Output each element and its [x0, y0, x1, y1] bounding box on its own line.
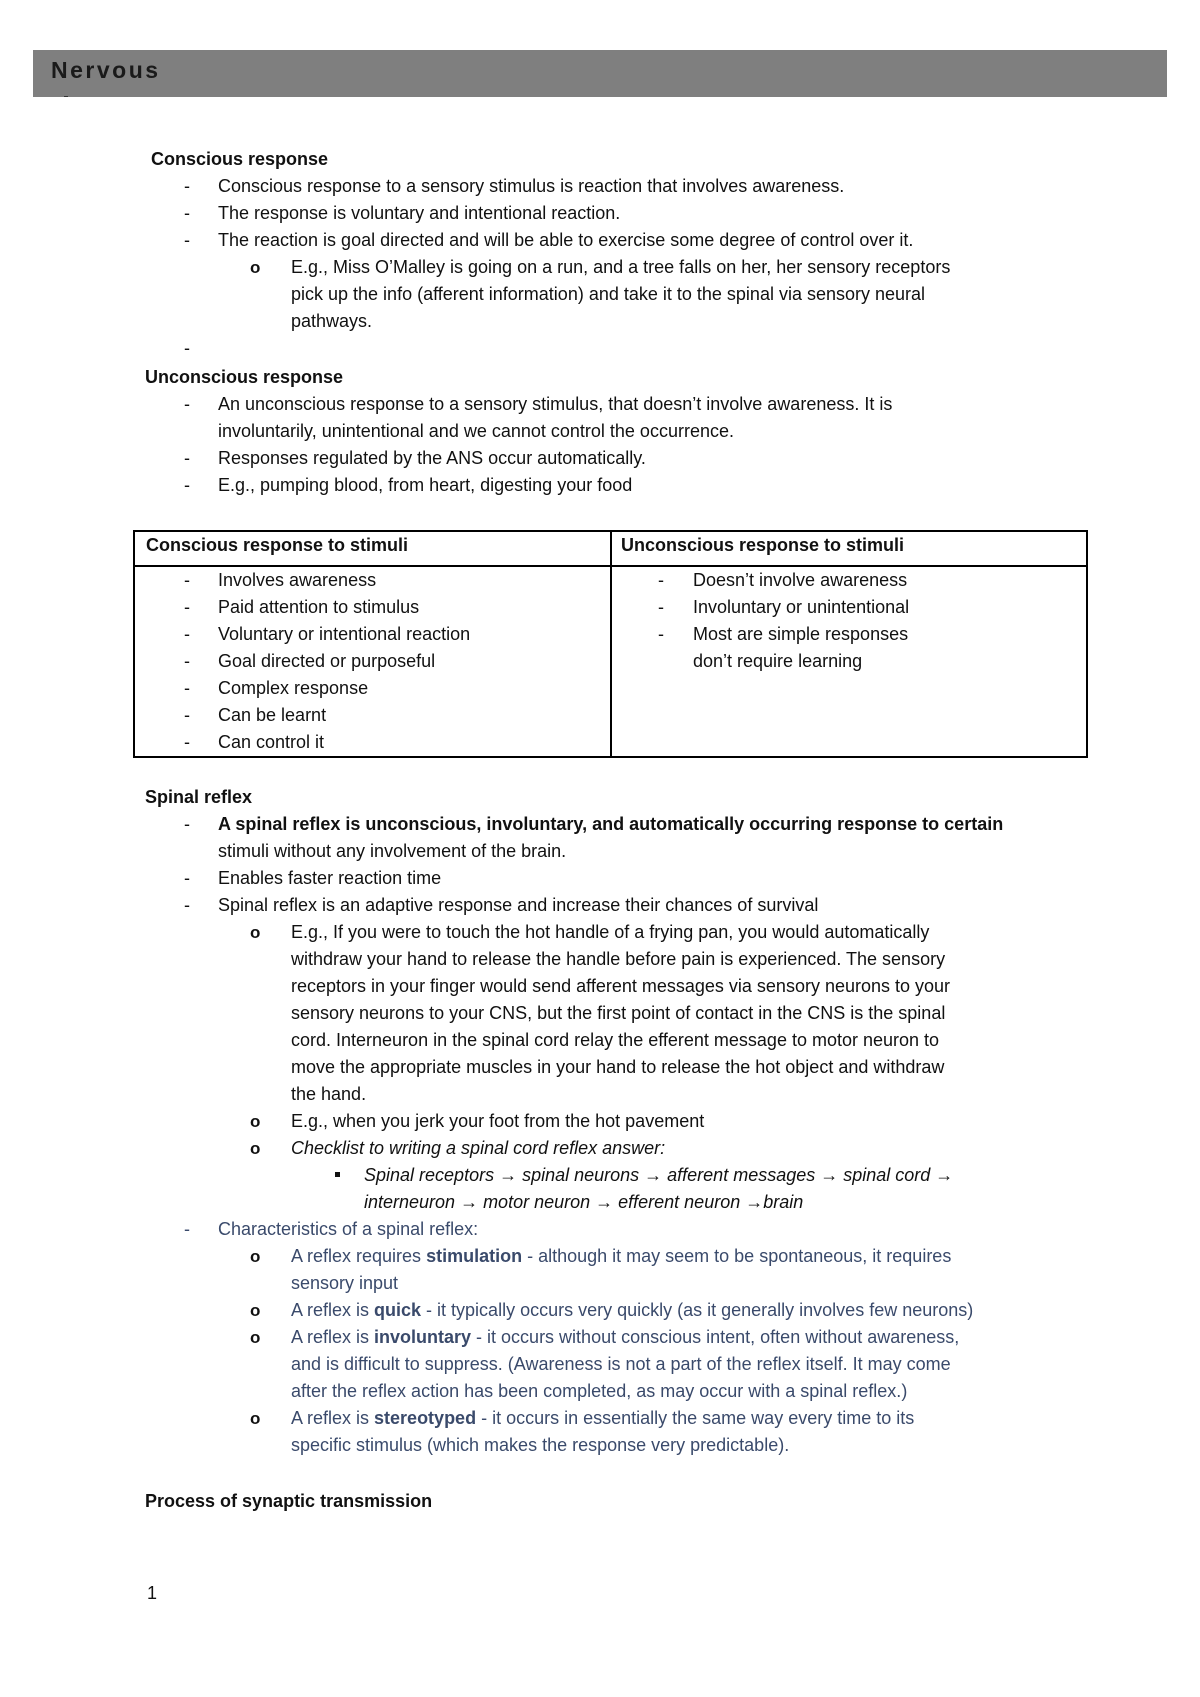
bullet-dash: - — [184, 203, 190, 223]
checklist-title: Checklist to writing a spinal cord reflex answer: — [291, 1138, 666, 1158]
bullet-dash-empty: - — [184, 338, 190, 358]
o-bullet: o — [250, 1409, 261, 1428]
spinal-bullet-adaptive: Spinal reflex is an adaptive response and increase their chances of survival — [218, 895, 819, 915]
spinal-bullet-faster: Enables faster reaction time — [218, 868, 442, 888]
o-bullet: o — [250, 1112, 261, 1131]
spinal-example-1-line: receptors in your finger would send afferent messages via sensory neurons to your — [291, 976, 951, 996]
bullet-dash: - — [184, 176, 190, 196]
spinal-example-1-line: E.g., If you were to touch the hot handle of a frying pan, you would automatically — [291, 922, 930, 942]
bullet-dash: - — [184, 705, 190, 725]
header-title: Nervous — [51, 57, 161, 83]
table-right-item: Involuntary or unintentional — [693, 597, 910, 617]
unconscious-heading: Unconscious response — [145, 367, 344, 387]
conscious-bullet-3: The reaction is goal directed and will be able to exercise some degree of control over it. — [218, 230, 914, 250]
checklist-line-2: interneuron → motor neuron → efferent neuron →brain — [364, 1192, 804, 1212]
bullet-dash: - — [184, 597, 190, 617]
bullet-dash: - — [184, 732, 190, 752]
o-bullet: o — [250, 923, 261, 942]
o-bullet: o — [250, 1139, 261, 1158]
table-left-item: Paid attention to stimulus — [218, 597, 420, 617]
unconscious-bullet-1-line-2: involuntarily, unintentional and we cannot control the occurrence. — [218, 421, 734, 441]
bullet-dash: - — [184, 624, 190, 644]
bullet-dash: - — [184, 678, 190, 698]
header-bar — [33, 50, 1167, 97]
bullet-dash: - — [184, 868, 190, 888]
square-bullet-icon — [335, 1172, 340, 1177]
unconscious-bullet-2: Responses regulated by the ANS occur automatically. — [218, 448, 646, 468]
table-header-unconscious: Unconscious response to stimuli — [621, 535, 905, 555]
o-bullet: o — [250, 1301, 261, 1320]
o-bullet: o — [250, 1328, 261, 1347]
spinal-example-1-line: cord. Interneuron in the spinal cord relay the efferent message to motor neuron to — [291, 1030, 940, 1050]
table-right-item-continuation: don’t require learning — [693, 651, 863, 671]
bullet-dash: - — [658, 597, 664, 617]
spinal-example-2: E.g., when you jerk your foot from the hot pavement — [291, 1111, 705, 1131]
table-right-item: Most are simple responses — [693, 624, 909, 644]
unconscious-bullet-3: E.g., pumping blood, from heart, digesting your food — [218, 475, 633, 495]
characteristics-title: Characteristics of a spinal reflex: — [218, 1219, 479, 1239]
o-bullet: o — [250, 258, 261, 277]
characteristic-involuntary: A reflex is involuntary - it occurs without conscious intent, often without awareness, — [291, 1327, 960, 1347]
conscious-bullet-2: The response is voluntary and intentional reaction. — [218, 203, 621, 223]
synaptic-heading: Process of synaptic transmission — [145, 1491, 433, 1511]
table-left-item: Can control it — [218, 732, 325, 752]
unconscious-bullet-1-line-1: An unconscious response to a sensory stimulus, that doesn’t involve awareness. It is — [218, 394, 893, 414]
characteristic-stereotyped: A reflex is stereotyped - it occurs in essentially the same way every time to its — [291, 1408, 915, 1428]
spinal-example-1-line: the hand. — [291, 1084, 367, 1104]
table-left-item: Goal directed or purposeful — [218, 651, 436, 671]
characteristic-quick: A reflex is quick - it typically occurs very quickly (as it generally involves few neurons) — [291, 1300, 974, 1320]
bullet-dash: - — [184, 651, 190, 671]
bullet-dash: - — [184, 895, 190, 915]
conscious-example-line-3: pathways. — [291, 311, 373, 331]
bullet-dash: - — [184, 475, 190, 495]
characteristic-stereotyped-cont: specific stimulus (which makes the response very predictable). — [291, 1435, 790, 1455]
bullet-dash: - — [184, 394, 190, 414]
spinal-definition-line-2: stimuli without any involvement of the brain. — [218, 841, 567, 861]
spinal-heading: Spinal reflex — [145, 787, 253, 807]
bullet-dash: - — [184, 1219, 190, 1239]
bullet-dash: - — [184, 570, 190, 590]
bullet-dash: - — [184, 814, 190, 834]
table-left-item: Involves awareness — [218, 570, 377, 590]
characteristic-involuntary-cont-1: and is difficult to suppress. (Awareness is not a part of the reflex itself. It may come — [291, 1354, 951, 1374]
bullet-dash: - — [184, 448, 190, 468]
spinal-example-1-line: move the appropriate muscles in your hand to release the hot object and withdraw — [291, 1057, 945, 1077]
checklist-line-1: Spinal receptors → spinal neurons → afferent messages → spinal cord → — [364, 1165, 954, 1185]
table-left-item: Complex response — [218, 678, 369, 698]
conscious-bullet-1: Conscious response to a sensory stimulus is reaction that involves awareness. — [218, 176, 845, 196]
table-left-item: Can be learnt — [218, 705, 327, 725]
page-number: 1 — [147, 1583, 158, 1603]
conscious-example-line-1: E.g., Miss O’Malley is going on a run, and a tree falls on her, her sensory receptors — [291, 257, 951, 277]
characteristic-stimulation: A reflex requires stimulation - although it may seem to be spontaneous, it requires — [291, 1246, 952, 1266]
conscious-example-line-2: pick up the info (afferent information) and take it to the spinal via sensory neural — [291, 284, 926, 304]
conscious-heading: Conscious response — [151, 149, 329, 169]
spinal-example-1-line: withdraw your hand to release the handle before pain is experienced. The sensory — [291, 949, 946, 969]
o-bullet: o — [250, 1247, 261, 1266]
header-tick — [64, 96, 68, 97]
bullet-dash: - — [658, 624, 664, 644]
spinal-example-1-line: sensory neurons to your CNS, but the first point of contact in the CNS is the spinal — [291, 1003, 946, 1023]
table-right-item: Doesn’t involve awareness — [693, 570, 908, 590]
characteristic-involuntary-cont-2: after the reflex action has been completed, as may occur with a spinal reflex.) — [291, 1381, 908, 1401]
bullet-dash: - — [184, 230, 190, 250]
spinal-definition-line-1: A spinal reflex is unconscious, involuntary, and automatically occurring response to certain — [218, 814, 1004, 834]
characteristic-stimulation-cont: sensory input — [291, 1273, 399, 1293]
table-header-conscious: Conscious response to stimuli — [146, 535, 409, 555]
table-left-item: Voluntary or intentional reaction — [218, 624, 471, 644]
bullet-dash: - — [658, 570, 664, 590]
